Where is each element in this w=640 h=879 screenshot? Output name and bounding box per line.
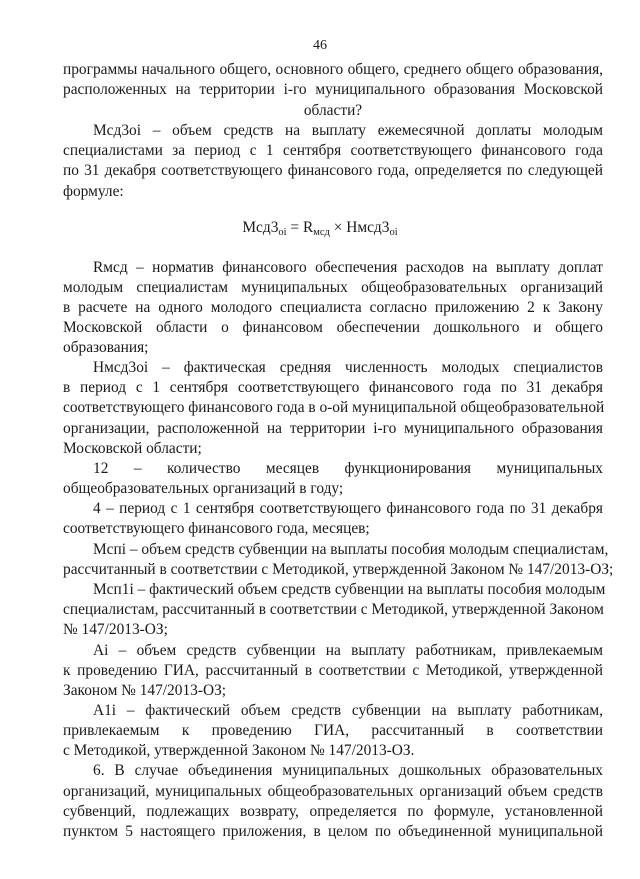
text-line: субвенций, подлежащих возврату, определяется по формуле, установленной (63, 803, 603, 820)
text-line: к проведению ГИА, рассчитанный в соответствии с Методикой, утвержденной (63, 662, 603, 679)
page-number: 46 (313, 38, 327, 53)
formula-lhs: Мсд3 (242, 219, 279, 236)
formula-n-subscript: oi (389, 227, 398, 238)
formula-lhs-subscript: oi (278, 227, 287, 238)
text-line: области? (303, 102, 363, 119)
text-line: № 147/2013-ОЗ; (63, 621, 168, 638)
text-line: Нмсд3oi – фактическая средняя численность молодых специалистов (93, 359, 603, 376)
text-line: формуле: (63, 183, 124, 200)
text-line: Мсп1i – фактический объем средств субвенции на выплаты пособия молодым (93, 581, 606, 598)
formula-equals-r: = R (286, 219, 314, 236)
text-line: с Методикой, утвержденной Законом № 147/2013-ОЗ. (63, 742, 415, 759)
text-line: Мспi – объем средств субвенции на выплаты пособия молодым специалистам, (93, 541, 609, 558)
text-line: организаций, муниципальных общеобразовательных организаций объем средств (63, 783, 603, 800)
text-line: 4 – период с 1 сентября соответствующего финансового года по 31 декабря (93, 500, 603, 517)
text-line: Аi – объем средств субвенции на выплату работникам, привлекаемым (93, 642, 603, 659)
text-line: по 31 декабря соответствующего финансового года, определяется по следующей (63, 162, 603, 179)
text-line: молодым специалистам муниципальных общеобразовательных организаций (63, 279, 603, 296)
text-line: общеобразовательных организаций в году; (63, 480, 344, 497)
text-line: образования; (63, 339, 149, 356)
text-line: пунктом 5 настоящего приложения, в целом по объединенной муниципальной (63, 823, 603, 840)
text-line: 12 – количество месяцев функционирования муниципальных (93, 460, 603, 477)
text-line: расположенных на территории i-го муниципального образования Московской (63, 81, 603, 98)
text-line: специалистами за период с 1 сентября соответствующего финансового года (63, 142, 603, 159)
formula (0, 218, 640, 238)
text-line: Мсд3oi – объем средств на выплату ежемесячной доплаты молодым (93, 122, 603, 139)
text-line: рассчитанный в соответствии с Методикой, утвержденной Законом № 147/2013-ОЗ; (63, 561, 614, 578)
text-line: Московской области; (63, 440, 202, 457)
text-line: привлекаемым к проведению ГИА, рассчитанный в соответствии (63, 722, 603, 739)
text-line: в расчете на одного молодого специалиста согласно приложению 2 к Закону (63, 299, 603, 316)
text-line: соответствующего финансового года в о-ой муниципальной общеобразовательной (63, 399, 605, 416)
text-line: организации, расположенной на территории i-го муниципального образования (63, 420, 603, 437)
formula-times-n: × Нмсд3 (329, 219, 390, 236)
text-line: Законом № 147/2013-ОЗ; (63, 682, 227, 699)
text-line: Московской области о финансовом обеспечении дошкольного и общего (63, 319, 603, 336)
text-line: А1i – фактический объем средств субвенции на выплату работникам, (93, 702, 603, 719)
text-line: 6. В случае объединения муниципальных дошкольных образовательных (93, 762, 603, 779)
text-line: программы начального общего, основного общего, среднего общего образования, (63, 61, 603, 78)
text-line: специалистам, рассчитанный в соответствии с Методикой, утвержденной Законом (63, 601, 604, 618)
formula-r-subscript: мсд (313, 227, 330, 238)
text-line: Rмсд – норматив финансового обеспечения расходов на выплату доплат (93, 259, 603, 276)
text-line: в период с 1 сентября соответствующего финансового года по 31 декабря (63, 379, 603, 396)
text-line: соответствующего финансового года, месяцев; (63, 520, 370, 537)
